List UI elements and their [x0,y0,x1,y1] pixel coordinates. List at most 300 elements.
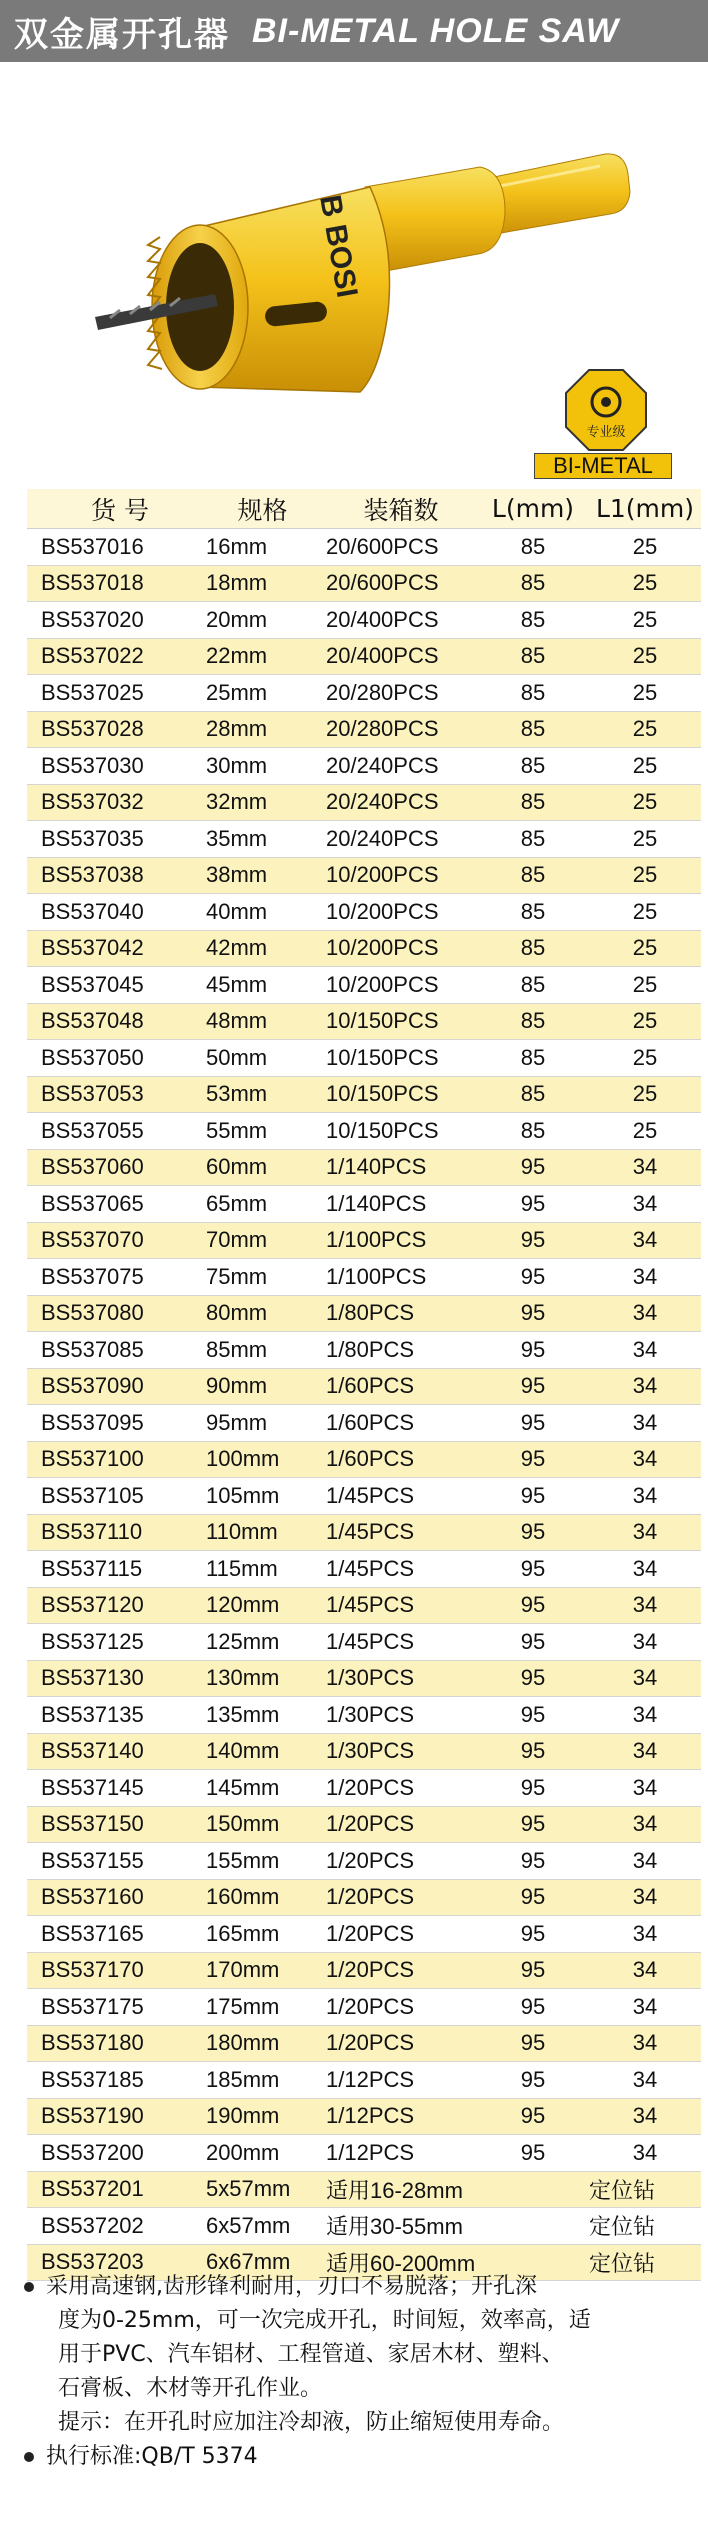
cell-packing: 20/280PCS [320,711,477,748]
cell-type: 定位钻 [589,2171,701,2208]
cell-size: 50mm [200,1040,320,1077]
cell-l1: 34 [589,2135,701,2172]
cell-size: 170mm [200,1952,320,1989]
cell-code: BS537140 [27,1733,200,1770]
cell-packing: 10/200PCS [320,894,477,931]
cell-l: 95 [477,1478,589,1515]
table-row [27,1916,701,1953]
cell-l1: 34 [589,1587,701,1624]
cell-l: 95 [477,1660,589,1697]
cell-l: 95 [477,1514,589,1551]
table-row [27,1222,701,1259]
cell-packing: 1/60PCS [320,1368,477,1405]
cell-l1: 25 [589,930,701,967]
cell-l1: 34 [589,1186,701,1223]
table-row [27,675,701,712]
cell-code: BS537053 [27,1076,200,1113]
table-row [27,1405,701,1442]
cell-code: BS537045 [27,967,200,1004]
cell-l1: 34 [589,1514,701,1551]
table-row [27,2098,701,2135]
table-row [27,1806,701,1843]
cell-size: 6x67mm [200,2244,320,2281]
table-row [27,1259,701,1296]
cell-code: BS537160 [27,1879,200,1916]
cell-l1: 34 [589,1259,701,1296]
cell-packing: 20/400PCS [320,602,477,639]
cell-packing: 1/20PCS [320,1989,477,2026]
cell-size: 190mm [200,2098,320,2135]
table-row [27,1624,701,1661]
cell-code: BS537040 [27,894,200,931]
table-row [27,2025,701,2062]
table-row [27,748,701,785]
cell-l: 95 [477,2062,589,2099]
cell-packing: 1/140PCS [320,1149,477,1186]
cell-size: 45mm [200,967,320,1004]
table-row [27,1003,701,1040]
cell-code: BS537115 [27,1551,200,1588]
cell-size: 135mm [200,1697,320,1734]
table-row [27,1076,701,1113]
cell-packing: 1/45PCS [320,1551,477,1588]
cell-l1: 34 [589,1697,701,1734]
cell-size: 25mm [200,675,320,712]
note-standard [24,2440,684,2474]
cell-l: 85 [477,675,589,712]
table-row [27,894,701,931]
table-row [27,1040,701,1077]
cell-packing: 1/12PCS [320,2098,477,2135]
cell-l: 95 [477,1441,589,1478]
cell-l: 95 [477,1332,589,1369]
cell-code: BS537100 [27,1441,200,1478]
table-row [27,1368,701,1405]
column-header-l1: L1(mm) [589,489,701,529]
cell-l: 85 [477,529,589,566]
cell-packing: 1/100PCS [320,1222,477,1259]
cell-l: 85 [477,1076,589,1113]
cell-l: 95 [477,1295,589,1332]
cell-size: 53mm [200,1076,320,1113]
cell-code: BS537190 [27,2098,200,2135]
cell-size: 125mm [200,1624,320,1661]
cell-packing: 10/150PCS [320,1113,477,1150]
table-row [27,1332,701,1369]
cell-packing: 1/45PCS [320,1587,477,1624]
cell-size: 95mm [200,1405,320,1442]
table-row [27,638,701,675]
cell-l1: 34 [589,1733,701,1770]
cell-packing: 10/200PCS [320,930,477,967]
standard-text: 执行标准:QB/T 5374 [46,2444,258,2469]
cell-packing: 1/20PCS [320,1806,477,1843]
cell-size: 110mm [200,1514,320,1551]
cell-l1: 34 [589,1879,701,1916]
cell-size: 35mm [200,821,320,858]
cell-packing: 20/280PCS [320,675,477,712]
cell-code: BS537075 [27,1259,200,1296]
cell-code: BS537105 [27,1478,200,1515]
table-row [27,1989,701,2026]
cell-packing: 1/20PCS [320,1916,477,1953]
cell-size: 65mm [200,1186,320,1223]
cell-size: 100mm [200,1441,320,1478]
cell-code: BS537201 [27,2171,200,2208]
cell-code: BS537095 [27,1405,200,1442]
cell-code: BS537028 [27,711,200,748]
cell-code: BS537165 [27,1916,200,1953]
professional-grade-badge-icon [564,368,648,452]
table-row [27,2062,701,2099]
cell-l: 95 [477,1989,589,2026]
cell-size: 145mm [200,1770,320,1807]
cell-packing: 10/150PCS [320,1076,477,1113]
cell-size: 165mm [200,1916,320,1953]
cell-l1: 34 [589,1149,701,1186]
note-line-3: 用于PVC、汽车铝材、工程管道、家居木材、塑料、 [58,2342,564,2367]
column-header-code: 货 号 [27,489,200,529]
cell-l1: 34 [589,1916,701,1953]
bullet-icon [24,2282,34,2292]
table-row [27,1952,701,1989]
cell-code: BS537203 [27,2244,200,2281]
cell-packing: 20/240PCS [320,784,477,821]
cell-l: 85 [477,784,589,821]
cell-l: 95 [477,1697,589,1734]
table-body [27,529,701,2281]
cell-packing: 10/200PCS [320,857,477,894]
cell-code: BS537048 [27,1003,200,1040]
cell-packing: 1/60PCS [320,1405,477,1442]
column-header-l: L(mm) [477,489,589,529]
cell-size: 18mm [200,565,320,602]
cell-l1: 25 [589,967,701,1004]
cell-packing: 1/80PCS [320,1295,477,1332]
cell-l: 85 [477,821,589,858]
cell-l1: 25 [589,529,701,566]
cell-code: BS537120 [27,1587,200,1624]
cell-code: BS537145 [27,1770,200,1807]
cell-size: 6x57mm [200,2208,320,2245]
table-row [27,1149,701,1186]
table-row [27,1551,701,1588]
table-row [27,1697,701,1734]
cell-l1: 34 [589,1441,701,1478]
cell-code: BS537125 [27,1624,200,1661]
cell-code: BS537055 [27,1113,200,1150]
cell-l1: 34 [589,1368,701,1405]
table-row [27,930,701,967]
cell-l: 95 [477,1186,589,1223]
cell-size: 60mm [200,1149,320,1186]
cell-size: 55mm [200,1113,320,1150]
cell-size: 90mm [200,1368,320,1405]
cell-code: BS537070 [27,1222,200,1259]
cell-applicable-range: 适用30-55mm [320,2208,589,2245]
cell-l1: 25 [589,1076,701,1113]
cell-l: 95 [477,1259,589,1296]
cell-packing: 1/30PCS [320,1733,477,1770]
note-description [24,2270,684,2304]
cell-size: 160mm [200,1879,320,1916]
table-row [27,1733,701,1770]
cell-type: 定位钻 [589,2244,701,2281]
cell-packing: 1/45PCS [320,1624,477,1661]
cell-l1: 34 [589,2098,701,2135]
cell-l1: 25 [589,1040,701,1077]
cell-size: 70mm [200,1222,320,1259]
cell-size: 200mm [200,2135,320,2172]
table-row [27,967,701,1004]
table-row [27,784,701,821]
table-row [27,529,701,566]
cell-l1: 34 [589,2025,701,2062]
cell-size: 40mm [200,894,320,931]
cell-l: 95 [477,1587,589,1624]
cell-code: BS537200 [27,2135,200,2172]
note-tip: 提示：在开孔时应加注冷却液，防止缩短使用寿命。 [58,2410,565,2435]
cell-size: 16mm [200,529,320,566]
cell-code: BS537080 [27,1295,200,1332]
table-row [27,1113,701,1150]
cell-l: 85 [477,748,589,785]
cell-l: 95 [477,1952,589,1989]
cell-packing: 10/150PCS [320,1040,477,1077]
cell-size: 105mm [200,1478,320,1515]
cell-l: 95 [477,1149,589,1186]
cell-packing: 20/240PCS [320,748,477,785]
cell-l1: 25 [589,784,701,821]
cell-size: 185mm [200,2062,320,2099]
cell-packing: 1/80PCS [320,1332,477,1369]
cell-code: BS537038 [27,857,200,894]
notes-section [24,2270,684,2474]
cell-l1: 34 [589,1295,701,1332]
table-row [27,1587,701,1624]
cell-packing: 20/400PCS [320,638,477,675]
title-english: BI-METAL HOLE SAW [252,11,620,50]
cell-l1: 34 [589,1478,701,1515]
cell-packing: 1/20PCS [320,1952,477,1989]
cell-size: 28mm [200,711,320,748]
cell-l: 95 [477,2098,589,2135]
cell-size: 180mm [200,2025,320,2062]
cell-code: BS537016 [27,529,200,566]
bullet-icon [24,2452,34,2462]
table-row [27,1441,701,1478]
table-row [27,1879,701,1916]
table-row [27,565,701,602]
cell-size: 130mm [200,1660,320,1697]
cell-code: BS537035 [27,821,200,858]
cell-packing: 1/20PCS [320,1770,477,1807]
cell-code: BS537022 [27,638,200,675]
cell-l: 85 [477,857,589,894]
cell-code: BS537185 [27,2062,200,2099]
cell-type: 定位钻 [589,2208,701,2245]
cell-packing: 1/30PCS [320,1697,477,1734]
cell-l: 95 [477,1733,589,1770]
cell-l1: 34 [589,1222,701,1259]
cell-code: BS537150 [27,1806,200,1843]
cell-code: BS537025 [27,675,200,712]
cell-packing: 1/45PCS [320,1514,477,1551]
pilot-drill-row [27,2208,701,2245]
cell-packing: 1/60PCS [320,1441,477,1478]
cell-code: BS537050 [27,1040,200,1077]
specification-table [27,489,701,2281]
cell-l: 95 [477,1843,589,1880]
cell-packing: 1/30PCS [320,1660,477,1697]
cell-l: 95 [477,1916,589,1953]
cell-packing: 1/20PCS [320,1843,477,1880]
cell-l: 85 [477,565,589,602]
cell-packing: 1/140PCS [320,1186,477,1223]
cell-size: 140mm [200,1733,320,1770]
note-line-1: 采用高速钢,齿形锋利耐用，刃口不易脱落；开孔深 [46,2274,537,2299]
cell-size: 155mm [200,1843,320,1880]
cell-code: BS537018 [27,565,200,602]
cell-l1: 34 [589,1843,701,1880]
table-row [27,1843,701,1880]
cell-l1: 25 [589,821,701,858]
cell-code: BS537060 [27,1149,200,1186]
cell-l1: 34 [589,1624,701,1661]
cell-l: 95 [477,1624,589,1661]
cell-l: 95 [477,1806,589,1843]
column-header-packing: 装箱数 [320,489,477,529]
cell-applicable-range: 适用16-28mm [320,2171,589,2208]
table-row [27,711,701,748]
pilot-drill-row [27,2171,701,2208]
table-row [27,2135,701,2172]
cell-l1: 25 [589,1113,701,1150]
cell-size: 80mm [200,1295,320,1332]
cell-size: 85mm [200,1332,320,1369]
table-row [27,857,701,894]
brand-logo-text: B BOSI [313,192,364,301]
badge-text: 专业级 [586,425,626,440]
table-row [27,1478,701,1515]
cell-l: 95 [477,1879,589,1916]
cell-code: BS537155 [27,1843,200,1880]
cell-code: BS537135 [27,1697,200,1734]
cell-code: BS537175 [27,1989,200,2026]
note-line-2: 度为0-25mm，可一次完成开孔，时间短，效率高，适 [58,2308,591,2333]
cell-l1: 25 [589,675,701,712]
cell-packing: 10/200PCS [320,967,477,1004]
cell-size: 115mm [200,1551,320,1588]
cell-packing: 20/600PCS [320,565,477,602]
cell-l: 85 [477,1040,589,1077]
cell-l1: 25 [589,565,701,602]
cell-size: 5x57mm [200,2171,320,2208]
cell-l1: 25 [589,748,701,785]
cell-l: 85 [477,930,589,967]
cell-code: BS537110 [27,1514,200,1551]
cell-code: BS537202 [27,2208,200,2245]
cell-l: 85 [477,894,589,931]
cell-size: 75mm [200,1259,320,1296]
cell-l: 95 [477,1770,589,1807]
cell-size: 48mm [200,1003,320,1040]
cell-packing: 1/45PCS [320,1478,477,1515]
cell-code: BS537032 [27,784,200,821]
cell-l1: 34 [589,1952,701,1989]
cell-l: 85 [477,1003,589,1040]
cell-packing: 1/20PCS [320,1879,477,1916]
cell-packing: 20/240PCS [320,821,477,858]
cell-size: 150mm [200,1806,320,1843]
cell-packing: 10/150PCS [320,1003,477,1040]
cell-l1: 34 [589,1405,701,1442]
cell-l1: 34 [589,1551,701,1588]
cell-l: 95 [477,1222,589,1259]
cell-size: 20mm [200,602,320,639]
cell-size: 175mm [200,1989,320,2026]
cell-l1: 25 [589,711,701,748]
table-row [27,821,701,858]
cell-l1: 34 [589,1660,701,1697]
column-header-size: 规格 [200,489,320,529]
cell-l1: 34 [589,1332,701,1369]
cell-applicable-range: 适用60-200mm [320,2244,589,2281]
cell-l1: 25 [589,857,701,894]
cell-l1: 25 [589,1003,701,1040]
cell-l: 95 [477,1368,589,1405]
cell-size: 32mm [200,784,320,821]
cell-l: 95 [477,2135,589,2172]
cell-code: BS537020 [27,602,200,639]
bi-metal-label: BI-METAL [534,453,672,479]
cell-packing: 1/20PCS [320,2025,477,2062]
cell-code: BS537170 [27,1952,200,1989]
table-row [27,1660,701,1697]
cell-code: BS537065 [27,1186,200,1223]
cell-l: 85 [477,638,589,675]
table-row [27,602,701,639]
cell-code: BS537090 [27,1368,200,1405]
cell-packing: 1/100PCS [320,1259,477,1296]
table-row [27,1770,701,1807]
cell-code: BS537180 [27,2025,200,2062]
cell-packing: 20/600PCS [320,529,477,566]
cell-size: 22mm [200,638,320,675]
cell-l1: 25 [589,602,701,639]
note-line-4: 石膏板、木材等开孔作业。 [58,2376,323,2401]
cell-code: BS537042 [27,930,200,967]
cell-code: BS537130 [27,1660,200,1697]
cell-l1: 34 [589,1806,701,1843]
table-row [27,1186,701,1223]
cell-l: 95 [477,2025,589,2062]
cell-l: 95 [477,1551,589,1588]
cell-l1: 25 [589,894,701,931]
cell-l: 85 [477,711,589,748]
cell-packing: 1/12PCS [320,2135,477,2172]
cell-l1: 34 [589,1770,701,1807]
cell-l: 85 [477,967,589,1004]
cell-size: 30mm [200,748,320,785]
title-chinese: 双金属开孔器 [14,14,230,55]
cell-code: BS537030 [27,748,200,785]
table-row [27,1514,701,1551]
cell-packing: 1/12PCS [320,2062,477,2099]
table-header-row [27,489,701,529]
cell-size: 42mm [200,930,320,967]
cell-l1: 25 [589,638,701,675]
